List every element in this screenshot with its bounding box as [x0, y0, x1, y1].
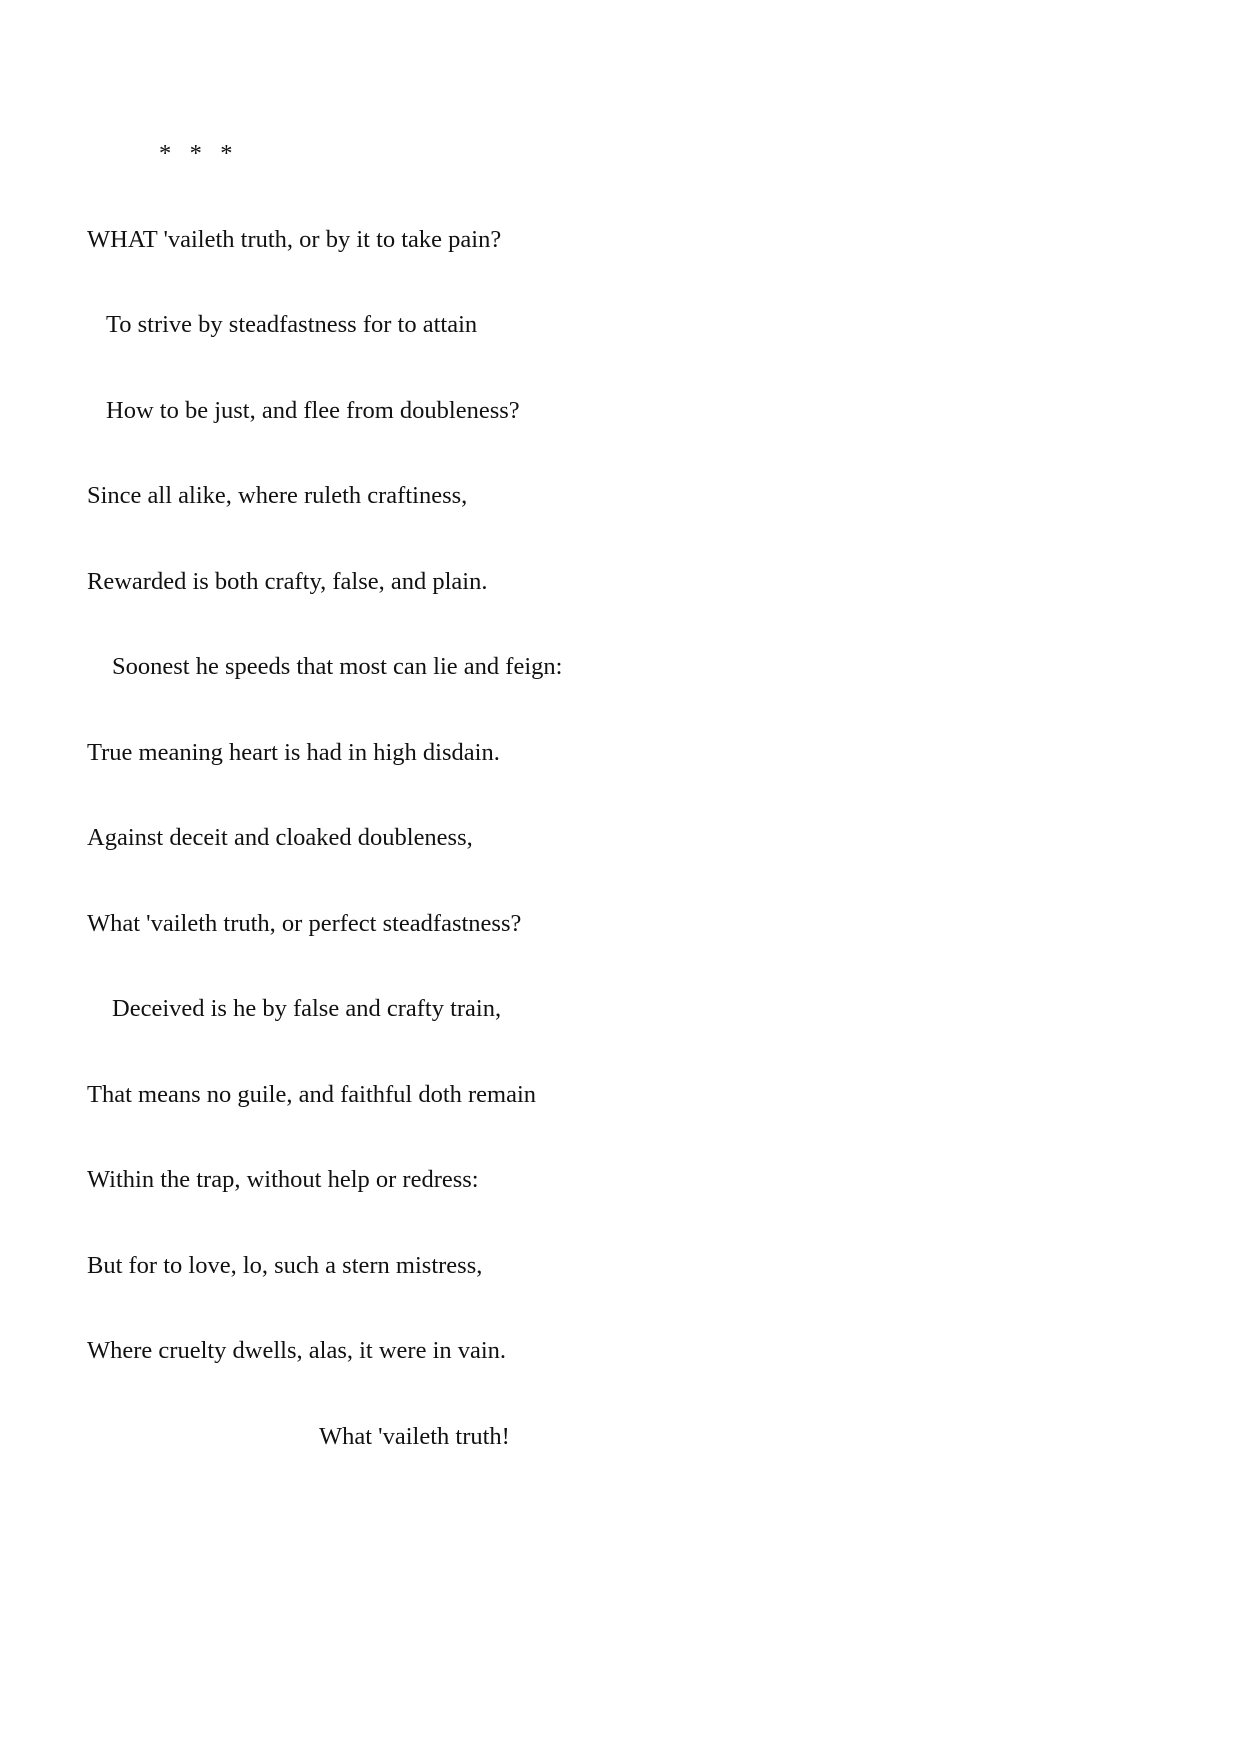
- poem-line: How to be just, and flee from doubleness?: [106, 396, 520, 424]
- poem-refrain: What 'vaileth truth!: [319, 1422, 510, 1450]
- poem-line: But for to love, lo, such a stern mistress,: [87, 1251, 483, 1279]
- poem-line: That means no guile, and faithful doth remain: [87, 1080, 537, 1108]
- poem-line: True meaning heart is had in high disdain.: [87, 738, 500, 766]
- poem-line: Rewarded is both crafty, false, and plain.: [87, 567, 488, 595]
- poem-line: Since all alike, where ruleth craftiness,: [87, 482, 468, 509]
- poem-line: Against deceit and cloaked doubleness,: [87, 824, 473, 851]
- poem-line: WHAT 'vaileth truth, or by it to take pain?: [87, 225, 502, 253]
- poem-line: Within the trap, without help or redress:: [87, 1166, 479, 1193]
- poem-line: Where cruelty dwells, alas, it were in vain.: [87, 1337, 507, 1364]
- poem-line: To strive by steadfastness for to attain: [106, 311, 478, 338]
- poem-line: Deceived is he by false and crafty train,: [112, 995, 502, 1022]
- section-separator: * * *: [159, 140, 233, 167]
- poem-line: Soonest he speeds that most can lie and feign:: [112, 653, 563, 680]
- poem: [87, 83, 562, 1508]
- poem-line: What 'vaileth truth, or perfect steadfastness?: [87, 909, 522, 937]
